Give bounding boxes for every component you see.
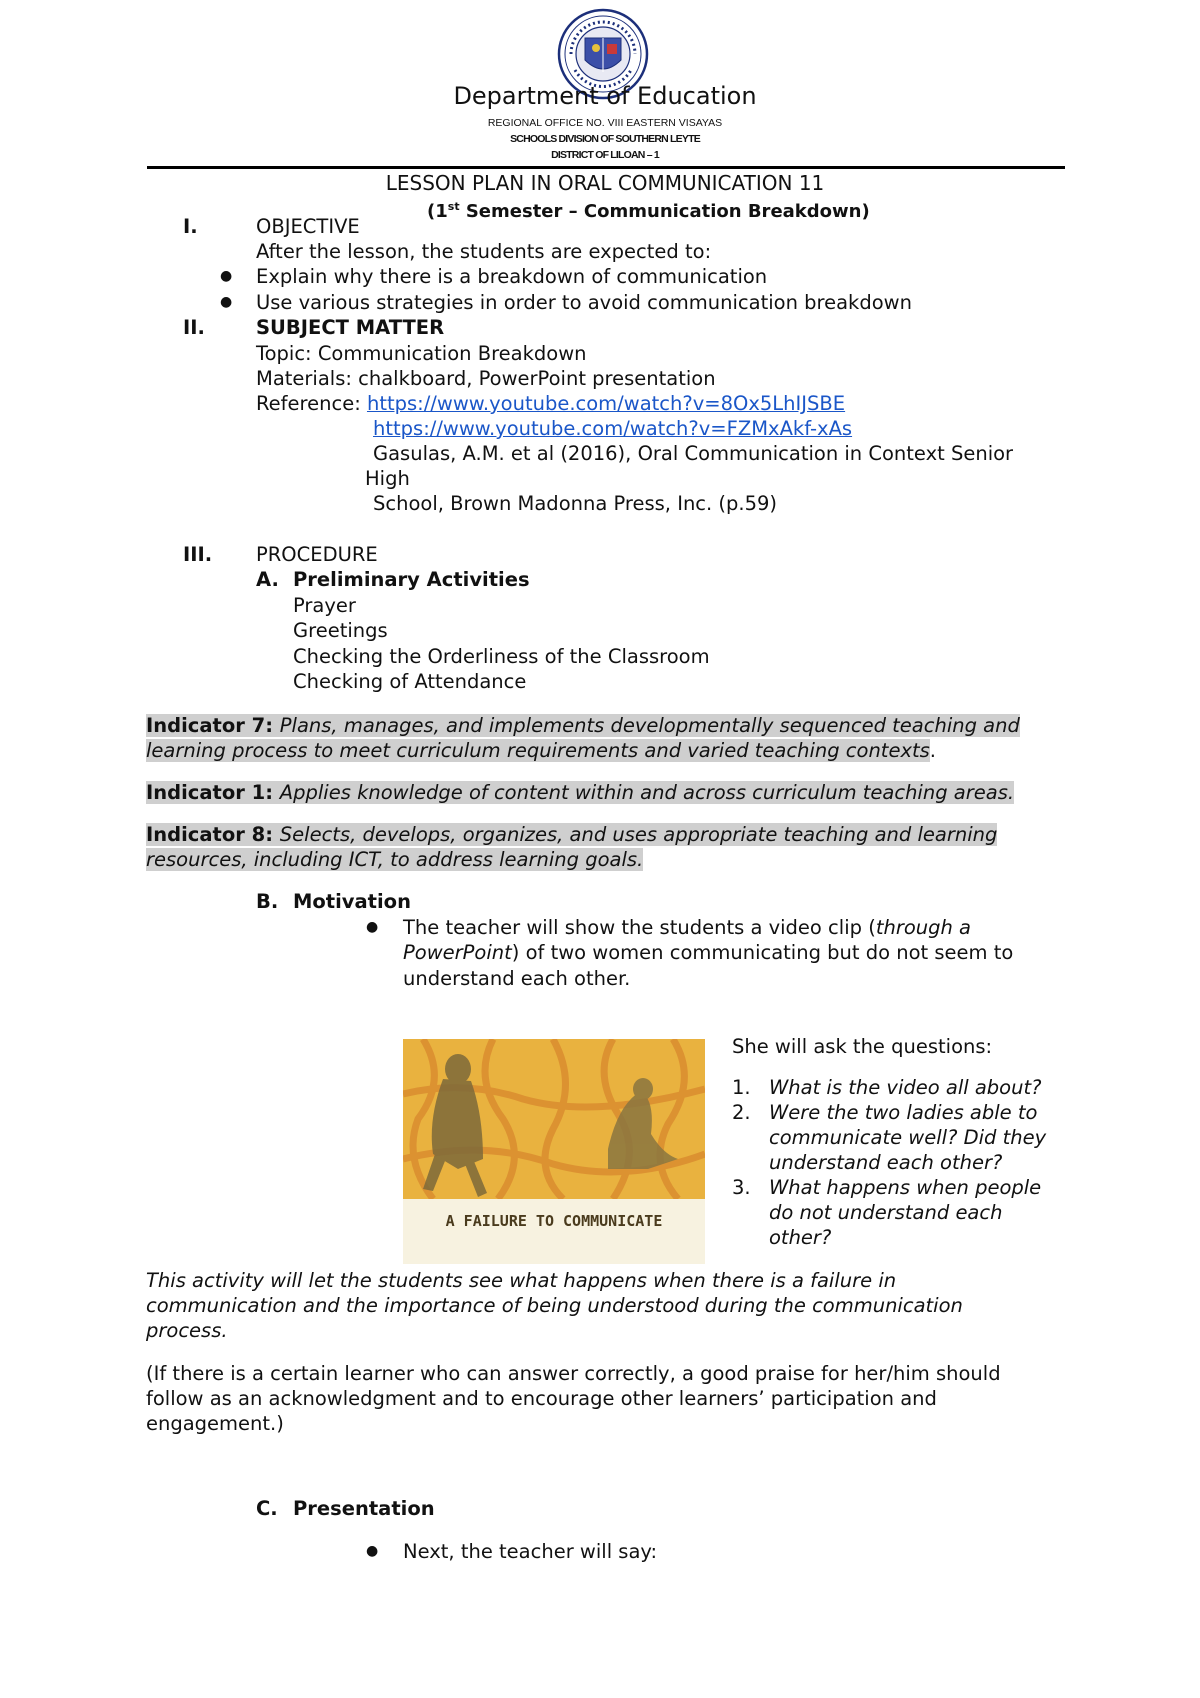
procedure-numeral: III. bbox=[183, 543, 213, 566]
question-text: What happens when people bbox=[769, 1176, 1042, 1199]
questions-intro: She will ask the questions: bbox=[732, 1035, 993, 1058]
bullet-icon: ● bbox=[220, 294, 233, 310]
motivation-bullet-line3: understand each other. bbox=[403, 967, 631, 990]
subject-matter-numeral: II. bbox=[183, 316, 205, 339]
youtube-link-1[interactable]: https://www.youtube.com/watch?v=8Ox5LhIJSBE bbox=[366, 392, 846, 415]
book-reference-line3: School, Brown Madonna Press, Inc. (p.59) bbox=[373, 492, 778, 515]
reference-line bbox=[256, 391, 845, 416]
book-reference-line2: High bbox=[365, 467, 410, 490]
question-text: do not understand each bbox=[769, 1201, 1003, 1224]
question-number: 3. bbox=[732, 1176, 751, 1199]
question-number: 1. bbox=[732, 1076, 751, 1099]
video-still-image bbox=[403, 1039, 705, 1264]
objective-numeral: I. bbox=[183, 215, 198, 238]
image-caption: A FAILURE TO COMMUNICATE bbox=[445, 1212, 663, 1230]
question-item bbox=[732, 1175, 1072, 1250]
objective-item: Explain why there is a breakdown of communication bbox=[256, 265, 768, 288]
praise-note: (If there is a certain learner who can answer correctly, a good praise for her/him should follow as an acknowledgment and to encourage other learners’ participation and engagement.) bbox=[146, 1362, 1001, 1435]
questions-list bbox=[732, 1075, 1072, 1250]
question-text: other? bbox=[769, 1226, 832, 1249]
question-item bbox=[732, 1075, 1072, 1100]
question-text: What is the video all about? bbox=[769, 1076, 1042, 1099]
question-item bbox=[732, 1100, 1072, 1175]
presentation-bullet: Next, the teacher will say: bbox=[403, 1540, 658, 1563]
youtube-link-2[interactable]: https://www.youtube.com/watch?v=FZMxAkf-xAs bbox=[373, 417, 853, 440]
preliminary-heading: Preliminary Activities bbox=[293, 568, 530, 591]
presentation-label: C. bbox=[256, 1497, 278, 1520]
preliminary-item: Checking the Orderliness of the Classroom bbox=[293, 645, 710, 668]
topic-line: Topic: Communication Breakdown bbox=[256, 342, 587, 365]
question-text: communicate well? Did they bbox=[769, 1126, 1047, 1149]
indicator-7: Indicator 7: Plans, manages, and implements developmentally sequenced teaching and learning process to meet curriculum requirements and varied teaching contexts. bbox=[146, 714, 1020, 762]
indicator-8: Indicator 8: Selects, develops, organizes, and uses appropriate teaching and learning resources, including ICT, to address learning goals. bbox=[146, 823, 998, 871]
materials-line: Materials: chalkboard, PowerPoint presentation bbox=[256, 367, 716, 390]
presentation-heading: Presentation bbox=[293, 1497, 435, 1520]
preliminary-item: Greetings bbox=[293, 619, 388, 642]
preliminary-item: Checking of Attendance bbox=[293, 670, 527, 693]
schools-division: SCHOOLS DIVISION OF SOUTHERN LEYTE bbox=[510, 133, 700, 145]
bullet-icon: ● bbox=[220, 268, 233, 284]
objective-heading: OBJECTIVE bbox=[256, 215, 360, 238]
district: DISTRICT OF LILOAN – 1 bbox=[551, 149, 659, 161]
reference-label: Reference: bbox=[256, 392, 367, 415]
lesson-plan-subtitle: (1st Semester – Communication Breakdown) bbox=[427, 200, 870, 222]
header-divider bbox=[147, 166, 1065, 169]
motivation-bullet-line2: PowerPoint) of two women communicating but do not seem to bbox=[403, 941, 1014, 964]
motivation-label: B. bbox=[256, 890, 279, 913]
preliminary-label: A. bbox=[256, 568, 279, 591]
question-number: 2. bbox=[732, 1101, 751, 1124]
objective-intro: After the lesson, the students are expected to: bbox=[256, 240, 712, 263]
reference-link-line bbox=[373, 416, 852, 441]
lesson-plan-title: LESSON PLAN IN ORAL COMMUNICATION 11 bbox=[385, 171, 825, 195]
book-reference-line1: Gasulas, A.M. et al (2016), Oral Communication in Context Senior bbox=[373, 442, 1014, 465]
motivation-heading: Motivation bbox=[293, 890, 411, 913]
bullet-icon: ● bbox=[366, 1543, 379, 1559]
procedure-heading: PROCEDURE bbox=[256, 543, 378, 566]
subject-matter-heading: SUBJECT MATTER bbox=[256, 316, 445, 339]
department-title: Department of Education bbox=[453, 82, 757, 110]
regional-office: REGIONAL OFFICE NO. VIII EASTERN VISAYAS bbox=[487, 117, 723, 129]
indicator-1: Indicator 1: Applies knowledge of content within and across curriculum teaching areas. bbox=[146, 781, 1015, 804]
question-text: understand each other? bbox=[769, 1151, 1003, 1174]
preliminary-item: Prayer bbox=[293, 594, 356, 617]
question-text: Were the two ladies able to bbox=[769, 1101, 1038, 1124]
activity-note: This activity will let the students see what happens when there is a failure in communication and the importance of being understood during the communication process. bbox=[146, 1269, 963, 1342]
motivation-bullet-line1: The teacher will show the students a video clip (through a bbox=[403, 916, 972, 939]
bullet-icon: ● bbox=[366, 919, 379, 935]
objective-item: Use various strategies in order to avoid communication breakdown bbox=[256, 291, 912, 314]
